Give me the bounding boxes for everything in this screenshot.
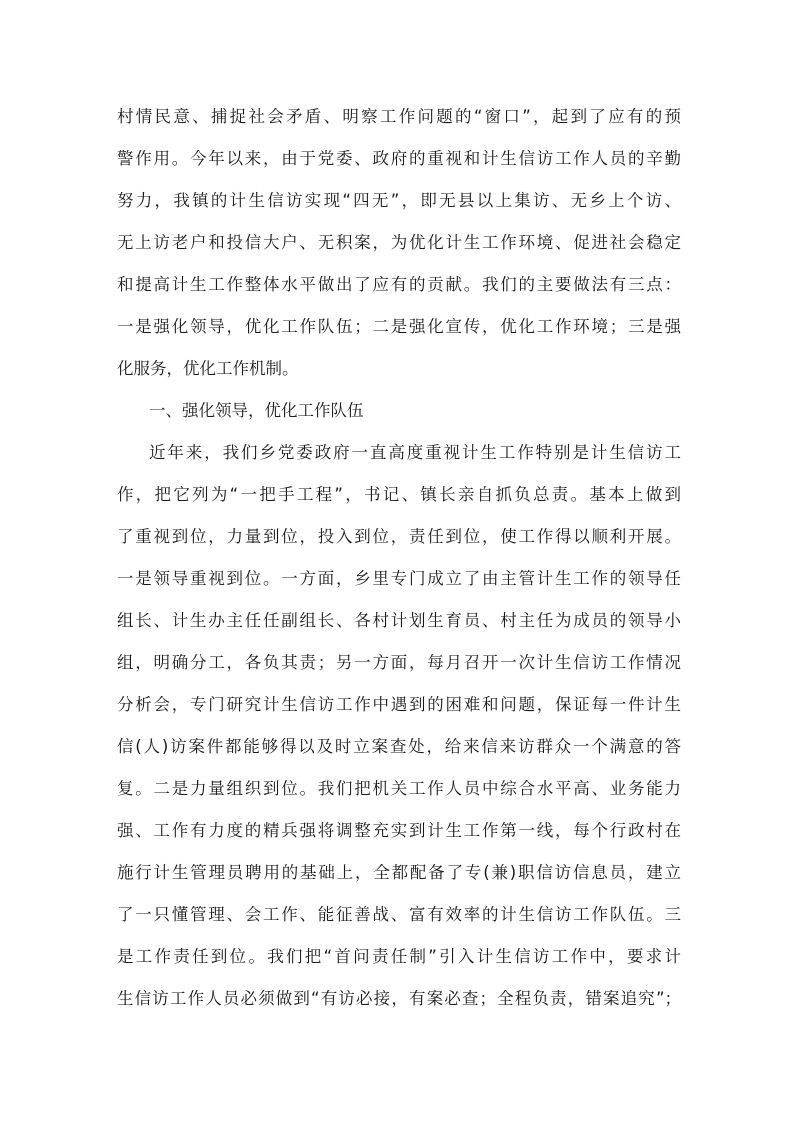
text-line: 警作用。今年以来，由于党委、政府的重视和计生信访工作人员的辛勤 — [117, 149, 681, 168]
text-line: 组长、计生办主任任副组长、各村计划生育员、村主任为成员的领导小 — [117, 611, 681, 630]
text-line: 一是强化领导，优化工作队伍；二是强化宣传，优化工作环境；三是强 — [117, 317, 681, 336]
text-line: 了一只懂管理、会工作、能征善战、富有效率的计生信访工作队伍。三 — [117, 905, 681, 924]
text-line: 村情民意、捕捉社会矛盾、明察工作问题的“窗口”，起到了应有的预 — [117, 107, 681, 126]
text-line: 组，明确分工，各负其责；另一方面，每月召开一次计生信访工作情况 — [117, 653, 681, 672]
text-line: 了重视到位，力量到位，投入到位，责任到位，使工作得以顺利开展。 — [117, 527, 681, 546]
text-line: 和提高计生工作整体水平做出了应有的贡献。我们的主要做法有三点： — [117, 275, 681, 294]
text-line: 一是领导重视到位。一方面，乡里专门成立了由主管计生工作的领导任 — [117, 569, 681, 588]
text-line: 分析会，专门研究计生信访工作中遇到的困难和问题，保证每一件计生 — [117, 695, 681, 714]
text-line: 施行计生管理员聘用的基础上，全都配备了专(兼)职信访信息员，建立 — [117, 863, 681, 882]
text-line: 是工作责任到位。我们把“首问责任制”引入计生信访工作中，要求计 — [117, 947, 681, 966]
text-line: 信(人)访案件都能够得以及时立案查处，给来信来访群众一个满意的答 — [117, 737, 681, 756]
text-line: 作，把它列为“一把手工程”，书记、镇长亲自抓负总责。基本上做到 — [117, 485, 681, 504]
text-line: 强、工作有力度的精兵强将调整充实到计生工作第一线，每个行政村在 — [117, 821, 681, 840]
text-line: 近年来，我们乡党委政府一直高度重视计生工作特别是计生信访工 — [149, 443, 681, 462]
text-line: 无上访老户和投信大户、无积案，为优化计生工作环境、促进社会稳定 — [117, 233, 681, 252]
text-line: 努力，我镇的计生信访实现“四无”，即无县以上集访、无乡上个访、 — [117, 191, 681, 210]
document-body — [117, 100, 681, 1024]
section-heading: 一、强化领导，优化工作队伍 — [149, 401, 364, 420]
text-line: 生信访工作人员必须做到“有访必接，有案必查；全程负责，错案追究”； — [117, 989, 681, 1008]
text-line: 复。二是力量组织到位。我们把机关工作人员中综合水平高、业务能力 — [117, 779, 681, 798]
text-line: 化服务，优化工作机制。 — [117, 359, 299, 378]
